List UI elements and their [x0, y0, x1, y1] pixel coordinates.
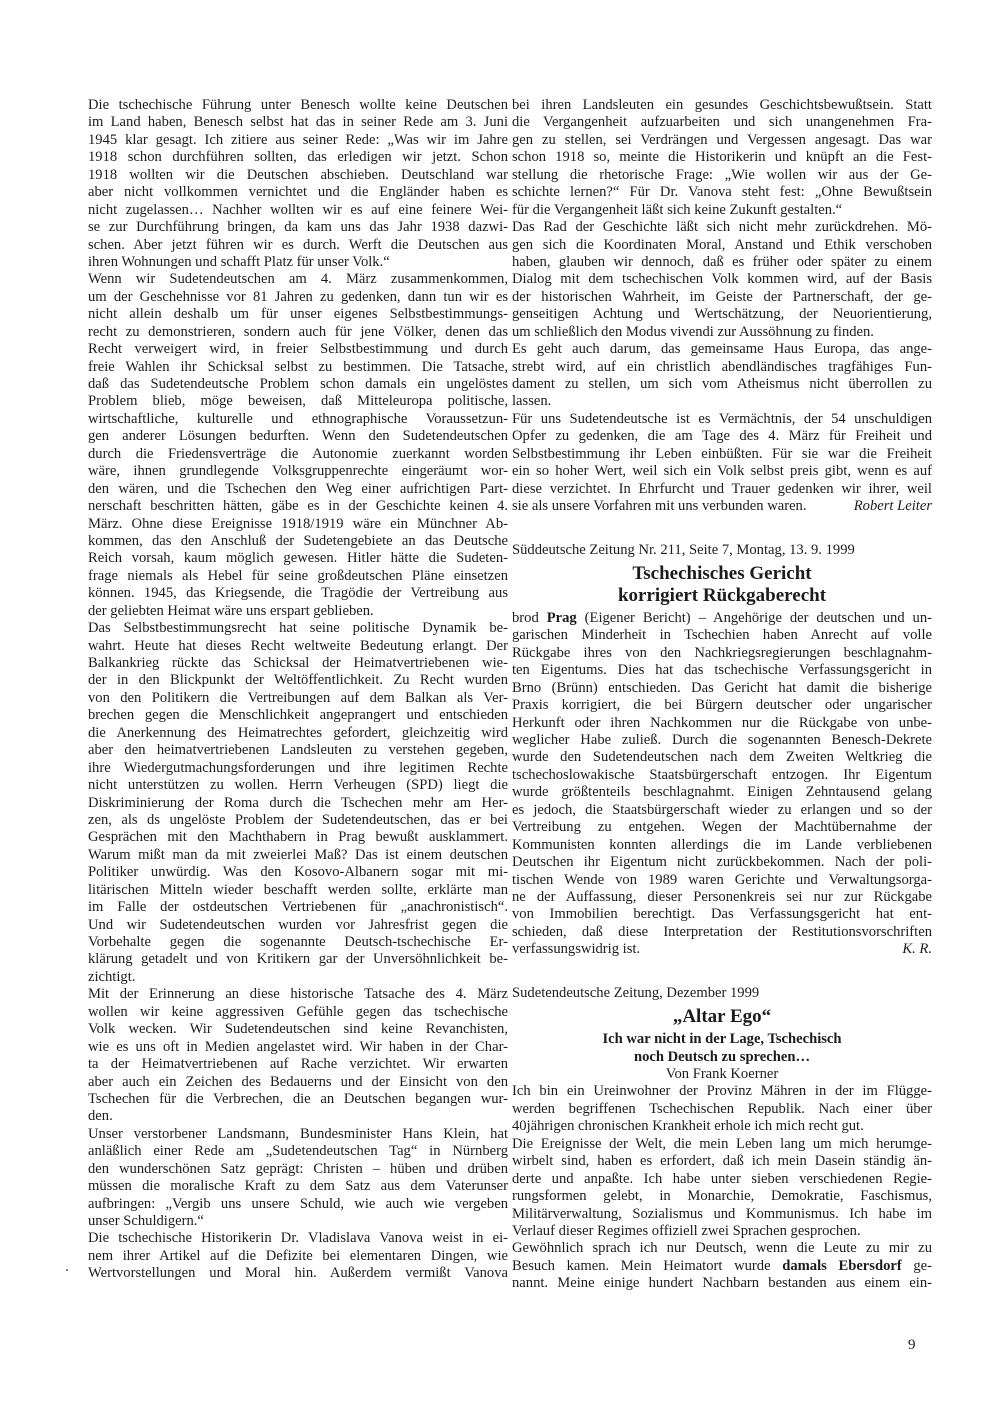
text-line-with-signature [512, 498, 932, 515]
text-line: Mit der Erinnerung an diese historische Tatsache des 4. März [88, 986, 508, 1003]
text-line: Diskriminierung der Roma durch die Tschechen mehr am Her- [88, 794, 508, 811]
text-line: die Anerkennung des Heimatrechtes gefordert, gleichzeitig wird [88, 724, 508, 741]
text-line: es jedoch, die Staatsbürgerschaft wieder zu erlangen und so der [512, 801, 932, 818]
article-source: Süddeutsche Zeitung Nr. 211, Seite 7, Montag, 13. 9. 1999 [512, 541, 855, 558]
text-line: durch die Friedensverträge die Autonomie zuerkannt worden [88, 445, 508, 462]
text-line: wurde den Sudetendeutschen nach dem Zweiten Weltkrieg die [512, 749, 932, 766]
text-line: der in den Blickpunkt der Weltöffentlichkeit. Zu Recht wurden [88, 672, 508, 689]
text-line: Militärverwaltung, Sozialismus und Kommunismus. Ich habe im [512, 1205, 932, 1222]
text-line: strebt wird, auf ein christlich abendländisches tragfähiges Fun- [512, 358, 932, 375]
headline-line: korrigiert Rückgaberecht [617, 584, 827, 606]
text-line: die Vergangenheit aufzuarbeiten und sich unangenehmen Fra- [512, 114, 932, 131]
text-line: ihre Wiedergutmachungsforderungen und ihre legitimen Rechte [88, 759, 508, 776]
headline-line: Tschechisches Gericht [632, 562, 812, 584]
text-line: Es geht auch darum, das gemeinsame Haus Europa, das ange- [512, 341, 932, 358]
text-line: Die tschechische Führung unter Benesch wollte keine Deutschen [88, 97, 508, 113]
text-line: Problem blieb, möge beweisen, daß Mitteleuropa politische, [88, 393, 508, 410]
text-line: frage niemals als Hebel für seine großdeutschen Pläne einsetzen [88, 567, 508, 584]
text-line: Kommunisten konnten allerdings die im Lande verbliebenen [512, 836, 932, 853]
text-line: Balkankrieg rückte das Schicksal der Heimatvertriebenen wie- [88, 655, 508, 671]
spacer [512, 516, 932, 542]
author-signature: K. R. [902, 941, 932, 958]
text-line: gen zu stellen, sei Verdrängen und Vergessen angesagt. Das war [512, 131, 932, 148]
text-line: 1918 schon durchführen sollten, das erledigen wir jetzt. Schon [88, 149, 508, 166]
text-line: wäre, ihnen grundlegende Volksgruppenrechte eingeräumt wor- [88, 463, 508, 480]
text-line: Wenn wir Sudetendeutschen am 4. März zusammenkommen, [88, 271, 508, 288]
article-headline [512, 563, 932, 607]
article-continuation [512, 97, 932, 516]
text-line: für die Vergangenheit läßt sich keine Zukunft gestalten.“ [512, 201, 843, 218]
text-line: von den Politikern die Vertreibungen auf dem Balkan als Ver- [88, 689, 508, 706]
text-line: genseitigen Achtung und Wertschätzung, der Neuorientierung, [512, 306, 932, 323]
text-line-with-signature [512, 941, 932, 958]
text-line: se zur Durchführung bringen, da kam uns das Jahr 1938 dazwi- [88, 219, 508, 236]
text-line: zen, als ds ungelöste Problem der Sudetendeutschen, das er bei [88, 811, 508, 828]
text-line: bei ihren Landsleuten ein gesundes Geschichtsbewußtsein. Statt [512, 97, 932, 113]
text-line: nicht zugelassen… Nachher wollten wir es auf eine feinere Wei- [88, 201, 508, 218]
emphasis-place-name: damals Ebersdorf [782, 1257, 902, 1274]
text-line [512, 1258, 932, 1275]
text-line: Die Ereignisse der Welt, die mein Leben lang um mich herumge- [512, 1135, 932, 1152]
author-signature: Robert Leiter [853, 498, 932, 515]
text-line: schon 1918 so, meinte die Historikerin und knüpft an die Fest- [512, 149, 932, 166]
paragraph [512, 1240, 932, 1292]
text-line: nem ihrer Artikel auf die Defizite bei elementaren Dingen, wie [88, 1247, 508, 1264]
text-line: Verlauf dieser Regimes offiziell zwei Sprachen gesprochen. [512, 1222, 861, 1239]
text-line: Reich vorsah, kaum möglich gewesen. Hitler hätte die Sudeten- [88, 550, 508, 567]
article-byline: Von Frank Koerner [665, 1066, 779, 1083]
paragraph-vanova [88, 1230, 508, 1282]
text-line: den. [88, 1108, 113, 1125]
article-source: Sudetendeutsche Zeitung, Dezember 1999 [512, 984, 760, 1001]
article-rueckgaberecht [512, 542, 932, 959]
text-line: nicht allein deshalb um für unser eigenes Selbstbestimmungs- [88, 306, 508, 323]
text-line: wurde größtenteils beschlagnahmt. Einigen Zehntausend gelang [512, 784, 932, 801]
lead-text: (Eigener Bericht) – Angehörige der deutschen und un- [584, 609, 933, 626]
text-line: aber nicht vollkommen vernichtet und die Engländer haben es [88, 184, 508, 201]
text-line: Die tschechische Historikerin Dr. Vladislava Vanova weist in ei- [88, 1230, 508, 1247]
paragraph-benesch-quote [88, 97, 508, 271]
page-number: 9 [908, 1337, 916, 1353]
subheadline-line: Ich war nicht in der Lage, Tschechisch [602, 1031, 842, 1048]
text-line: Vorbehalte gegen die sogenannte Deutsch-tschechische Er- [88, 934, 508, 950]
paragraph-hans-klein [88, 1126, 508, 1231]
text-line: Das Rad der Geschichte läßt sich nicht mehr zurückdrehen. Mö- [512, 219, 932, 236]
text-line: wie es uns oft in Medien angelastet wird. Wir haben in der Char- [88, 1038, 508, 1055]
text-line: aber den heimatvertriebenen Landsleuten zu verstehen gegeben, [88, 742, 508, 759]
text-line: ihren Wohnungen und schafft Platz für unser Volk.“ [88, 253, 390, 270]
lead-line [512, 610, 932, 627]
text-line: Für uns Sudetendeutsche ist es Vermächtnis, der 54 unschuldigen [512, 410, 932, 427]
text-line: tschechoslowakische Staatsbürgerschaft entzogen. Ihr Eigentum [512, 766, 932, 783]
text-line: haben, glauben wir dennoch, daß es früher oder später zu einem [512, 253, 932, 270]
text-line: Ich bin ein Ureinwohner der Provinz Mähren in der im Flügge- [512, 1083, 932, 1100]
paragraph [512, 411, 932, 516]
text-line: ein so hoher Wert, weil sich ein Volk selbst preis gibt, wenn es auf [512, 463, 932, 480]
paragraph [512, 1136, 932, 1241]
paragraph-erinnerung [88, 986, 508, 1126]
text-line: verfassungswidrig ist. [512, 941, 641, 958]
text-line: Selbstbestimmung ihr Leben einbüßten. Für sie war die Freiheit [512, 445, 932, 462]
text-line: lassen. [512, 393, 552, 410]
text-line: März. Ohne diese Ereignisse 1918/1919 wäre ein Münchner Ab- [88, 515, 508, 532]
subheadline-line: noch Deutsch zu sprechen… [633, 1048, 811, 1065]
text-line: den wären, und die Tschechen den Weg einer aufrichtigen Part- [88, 480, 508, 497]
text-line: 1918 wollten wir die Deutschen abschieben. Deutschland war [88, 166, 508, 183]
text-line: freie Wahlen ihr Schicksal selbst zu bestimmen. Die Tatsache, [88, 358, 508, 375]
text-fragment: Besuch kamen. Mein Heimatort wurde [512, 1257, 771, 1274]
paragraph-selbstbestimmungsrecht [88, 620, 508, 986]
text-line: Unser verstorbener Landsmann, Bundesminister Hans Klein, hat [88, 1125, 508, 1142]
dateline-place: Prag [546, 609, 577, 626]
text-line: recht zu demonstrieren, sondern auch für jene Völker, denen das [88, 323, 508, 340]
text-line: garischen Minderheit in Tschechien haben Anrecht auf volle [512, 627, 932, 644]
text-line: wahrt. Heute hat dieses Recht weltweite Bedeutung erlangt. Der [88, 637, 508, 654]
text-line: rungsformen gelebt, in Monarchie, Demokratie, Faschismus, [512, 1188, 932, 1205]
text-line: Politiker unwürdig. Was den Kosovo-Albanern sogar mit mi- [88, 864, 508, 881]
text-line: Gewöhnlich sprach ich nur Deutsch, wenn die Leute zu mir zu [512, 1240, 932, 1257]
text-line: gen anderer Lösungen bedurften. Wenn den Sudetendeutschen [88, 428, 508, 445]
text-line: ta der Heimatvertriebenen auf Rache verzichtet. Wir erwarten [88, 1056, 508, 1073]
text-line: können. 1945, das Kriegsende, die Tragödie der Vertreibung aus [88, 585, 508, 602]
text-line: wollen wir keine aggressiven Gefühle gegen das tschechische [88, 1003, 508, 1020]
text-line: wirtschaftliche, kulturelle und ethnographische Voraussetzun- [88, 410, 508, 427]
text-line: ne der Auffassung, dieser Personenkreis sei nur zur Rückgabe [512, 888, 932, 905]
text-line: von Immobilien berechtigt. Das Verfassungsgericht hat ent- [512, 906, 932, 923]
text-line: Das Selbstbestimmungsrecht hat seine politische Dynamik be- [88, 620, 508, 637]
text-line: stellung die rhetorische Frage: „Wie wollen wir aus der Ge- [512, 166, 932, 183]
article-headline: „Altar Ego“ [672, 1006, 772, 1028]
text-line: nerschaft beschritten hätten, gäbe es in der Geschichte keinen 4. [88, 498, 508, 515]
text-line: weglicher Habe zuließ. Durch die sogenannten Benesch-Dekrete [512, 732, 932, 748]
text-line: klärung getadelt und von Kritikern gar der Unversöhnlichkeit be- [88, 951, 508, 968]
text-line: 40jährigen chronischen Krankheit erhole ich mich recht gut. [512, 1118, 864, 1135]
text-line: Brno (Brünn) entschieden. Das Gericht hat damit die bisherige [512, 679, 932, 696]
text-line: diese verzichtet. In Ehrfurcht und Trauer gedenken wir ihrer, weil [512, 480, 932, 497]
text-line: 1945 klar gesagt. Ich zitiere aus seiner Rede: „Was wir im Jahre [88, 131, 508, 148]
text-line: Opfer zu gedenken, die am Tage des 4. März für Freiheit und [512, 428, 932, 445]
text-line: Volk wecken. Wir Sudetendeutschen sind keine Revanchisten, [88, 1021, 508, 1038]
text-line: litärischen Mitteln wieder beschafft werden sollte, erklärte man [88, 881, 508, 898]
text-line: schen. Aber jetzt führen wir es durch. Werft die Deutschen aus [88, 236, 508, 253]
text-line: Vertreibung zu entgehen. Wegen der Machtübernahme der [512, 819, 932, 836]
text-line: Dialog mit dem tschechischen Volk kommen wird, auf der Basis [512, 271, 932, 288]
dateline-prefix: brod [512, 609, 539, 626]
right-column [512, 97, 932, 1293]
text-line: werden begriffenen Tschechischen Republik. Nach einer über [512, 1100, 932, 1117]
text-line: daß das Sudetendeutsche Problem schon damals ein ungelöstes [88, 376, 508, 392]
text-line: ten Eigentums. Dies hat das tschechische Verfassungsgericht in [512, 662, 932, 679]
text-line: nannt. Meine einige hundert Nachbarn bestanden aus einem ein- [512, 1275, 932, 1292]
text-fragment: ge- [913, 1257, 933, 1274]
text-line: derte und anpaßte. Ich habe unter sieben verschiedenen Regie- [512, 1170, 932, 1187]
text-line: Rückgabe ihres von den Nachkriegsregierungen beschlagnahm- [512, 644, 932, 661]
paragraph [512, 1083, 932, 1135]
text-line: im Land haben, Benesch selbst hat das in seiner Rede am 3. Juni [88, 114, 508, 131]
text-line: der geliebten Heimat wäre uns erspart geblieben. [88, 602, 374, 619]
text-line: Herkunft oder ihren Nachkommen nur die Rückgabe von unbe- [512, 714, 932, 731]
text-line: zichtigt. [88, 968, 136, 985]
text-line: Tschechen für die Verbrechen, die an Deutschen begangen wur- [88, 1090, 508, 1107]
text-line: im Falle der ostdeutschen Vertriebenen für „anachronistisch“. [88, 899, 508, 916]
text-line: sie als unsere Vorfahren mit uns verbunden waren. [512, 498, 807, 515]
text-line: Deutschen ihr Eigentum nicht zurückbekommen. Nach der poli- [512, 854, 932, 871]
text-line: um der Geschehnisse vor 81 Jahren zu gedenken, dann tun wir es [88, 288, 508, 305]
left-column [88, 97, 508, 1283]
scan-artifact-dot [66, 1269, 68, 1271]
paragraph [512, 219, 932, 341]
article-altar-ego [512, 985, 932, 1293]
paragraph-maerz-gedenken [88, 271, 508, 620]
text-line: der historischen Wahrheit, im Geiste der Partnerschaft, der ge- [512, 288, 932, 305]
text-line: Warum mißt man da mit zweierlei Maß? Das ist einem deutschen [88, 846, 508, 863]
spacer [512, 959, 932, 985]
text-line: Wertvorstellungen und Moral hin. Außerdem vermißt Vanova [88, 1265, 508, 1282]
text-line: unser Schuldigern.“ [88, 1213, 204, 1229]
text-line: wirbelt sind, haben es erfordert, daß ich mein Dasein ständig än- [512, 1153, 932, 1170]
text-line: Recht verweigert wird, in freier Selbstbestimmung und durch [88, 341, 508, 358]
text-line: müssen die moralische Kraft zu dem Satz aus dem Vaterunser [88, 1178, 508, 1195]
text-line: Praxis korrigiert, die bei Bürgern deutscher oder ungarischer [512, 697, 932, 714]
text-line: gen sich die Koordinaten Moral, Anstand und Ethik verschoben [512, 236, 932, 253]
text-line: aufbringen: „Vergib uns unsere Schuld, wie auch wie vergeben [88, 1195, 508, 1212]
text-line: tischen Wende von 1989 waren Gerichte und Verwaltungsorga- [512, 871, 932, 888]
text-line: nicht unterstützen zu wollen. Herrn Verheugen (SPD) liegt die [88, 777, 508, 794]
text-line: schieden, daß diese Interpretation der Restitutionsvorschriften [512, 923, 932, 940]
text-line: dament zu stellen, um sich vom Atheismus nicht überrollen zu [512, 376, 932, 392]
text-line: Gesprächen mit den Machthabern in Prag bewußt ausklammert. [88, 829, 508, 846]
text-line: brechen gegen die Menschlichkeit angeprangert und entschieden [88, 707, 508, 724]
text-line: Und wir Sudetendeutschen wurden vor Jahresfrist gegen die [88, 916, 508, 933]
text-line: kommen, das den Anschluß der Sudetengebiete an das Deutsche [88, 532, 508, 549]
text-line: den wunderschönen Satz geprägt: Christen – hüben und drüben [88, 1160, 508, 1177]
paragraph [512, 97, 932, 219]
paragraph [512, 341, 932, 411]
text-line: um schließlich den Modus vivendi zur Aussöhnung zu finden. [512, 323, 874, 340]
text-line: anläßlich einer Rede am „Sudetendeutschen Tag“ in Nürnberg [88, 1143, 508, 1160]
article-subheadline [512, 1031, 932, 1066]
text-line: aber auch ein Zeichen des Bedauerns und der Einsicht von den [88, 1073, 508, 1090]
text-line: schichte lernen?“ Für Dr. Vanova steht fest: „Ohne Bewußtsein [512, 184, 932, 201]
